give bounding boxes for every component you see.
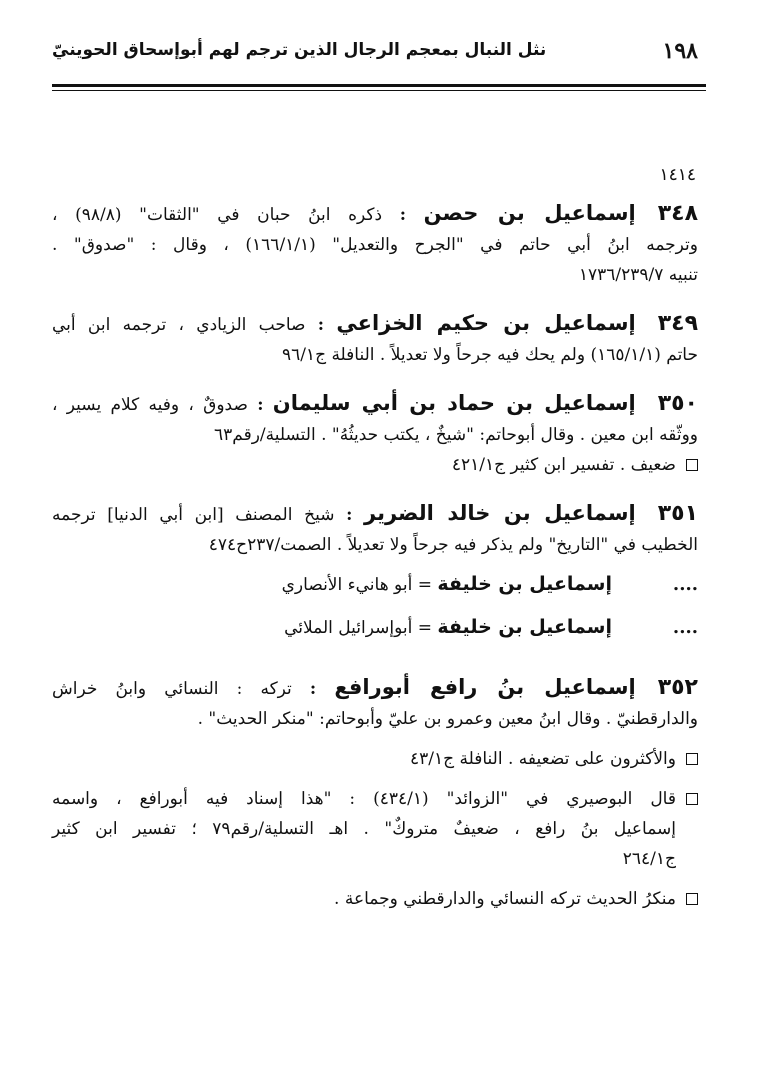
note-text-line: ج٢٦٤/١ [622, 849, 676, 869]
entry-number: ٣٥٢ [657, 675, 698, 700]
entry-348 [52, 198, 698, 290]
note-text: منكرُ الحديث تركه النسائي والدارقطني وجماعة . [334, 889, 676, 909]
entry-first-line: ٣٥٢إسماعيل بنُ رافع أبورافع : تركه : النسائي وابنُ خراش [52, 675, 698, 700]
page-header [52, 38, 698, 78]
checkbox-square-icon [686, 793, 698, 805]
cross-ref-name: إسماعيل بن خليفة [437, 573, 612, 595]
entry-text-line: تنبيه ١٧٣٦/٢٣٩/٧ [578, 265, 698, 285]
entry-note [52, 744, 698, 774]
entry-note [52, 450, 698, 480]
entry-number: ٣٤٩ [657, 311, 699, 336]
entry-number: ٣٥١ [657, 501, 699, 526]
header-rule-thick [52, 84, 706, 87]
narrator-name: إسماعيل بن حكيم الخزاعي [336, 311, 636, 335]
page-body [52, 160, 698, 932]
cross-ref-dots: .... [672, 574, 698, 595]
note-text-line: إسماعيل بنُ رافع ، ضعيفٌ متروكٌ" . اهـ التسلية/رقم٧٩ ؛ تفسير ابن كثير [52, 819, 676, 839]
note-text-line: قال البوصيري في "الزوائد" (٤٣٤/١) : "هذا إسناد فيه أبورافع ، واسمه [52, 789, 676, 809]
entry-note [52, 884, 698, 914]
narrator-name: إسماعيل بن خالد الضرير [364, 501, 636, 525]
cross-ref-target: = أبوإسرائيل الملائي [284, 618, 432, 638]
checkbox-square-icon [686, 753, 698, 765]
entry-first-line: ٣٥١إسماعيل بن خالد الضرير : شيخ المصنف [ابن أبي الدنيا] ترجمه [52, 501, 699, 526]
cross-ref-target: = أبو هانيء الأنصاري [281, 575, 432, 595]
cross-reference [52, 566, 698, 603]
entry-352 [52, 672, 698, 914]
cross-ref-name: إسماعيل بن خليفة [437, 616, 612, 638]
running-title: نثل النبال بمعجم الرجال الذين ترجم لهم أبوإسحاق الحوينيّ [52, 40, 547, 60]
entry-first-line: ٣٤٨إسماعيل بن حصن : ذكره ابنُ حبان في "الثقات" (٩٨/٨) ، [52, 201, 699, 226]
narrator-name: إسماعيل بن حماد بن أبي سليمان [272, 391, 636, 415]
entry-349 [52, 308, 698, 370]
note-text: ضعيف . تفسير ابن كثير ج٤٢١/١ [451, 455, 676, 475]
entry-text-line: والدارقطنيّ . وقال ابنُ معين وعمرو بن عليّ وأبوحاتم: "منكر الحديث" . [197, 709, 698, 729]
narrator-name: إسماعيل بنُ رافع أبورافع [334, 675, 636, 699]
cross-reference [52, 609, 698, 646]
page-number: ١٩٨ [662, 38, 698, 64]
entry-text-line: وترجمه ابنُ أبي حاتم في "الجرح والتعديل" (١٦٦/١/١) ، وقال : "صدوق" . [52, 235, 698, 255]
entry-text-line: الخطيب في "التاريخ" ولم يذكر فيه جرحاً ولا تعديلاً . الصمت/٢٣٧ح٤٧٤ [208, 535, 698, 555]
entry-text: تركه : النسائي وابنُ خراش [52, 679, 292, 699]
entry-text: صاحب الزيادي ، ترجمه ابن أبي [52, 315, 306, 335]
entry-text-line: ووثّقه ابن معين . وقال أبوحاتم: "شيخٌ ، يكتب حديثُهُ" . التسلية/رقم٦٣ [214, 425, 698, 445]
entry-text-line: حاتم (١٦٥/١/١) ولم يحك فيه جرحاً ولا تعديلاً . النافلة ج٩٦/١ [281, 345, 698, 365]
cross-ref-dots: .... [672, 617, 698, 638]
note-text: والأكثرون على تضعيفه . النافلة ج٤٣/١ [410, 749, 676, 769]
entry-text: صدوقٌ ، وفيه كلام يسير ، [52, 395, 248, 415]
entry-note [52, 784, 698, 874]
top-reference: ١٤١٤ [659, 165, 696, 185]
narrator-name: إسماعيل بن حصن [423, 201, 636, 225]
entry-350 [52, 388, 698, 480]
entry-351 [52, 498, 698, 560]
entry-text: شيخ المصنف [ابن أبي الدنيا] ترجمه [52, 505, 335, 525]
entry-first-line: ٣٤٩إسماعيل بن حكيم الخزاعي : صاحب الزيادي ، ترجمه ابن أبي [52, 311, 699, 336]
entry-number: ٣٤٨ [657, 201, 699, 226]
checkbox-square-icon [686, 459, 698, 471]
entry-text: ذكره ابنُ حبان في "الثقات" (٩٨/٨) ، [52, 205, 383, 225]
entry-first-line: ٣٥٠إسماعيل بن حماد بن أبي سليمان : صدوقٌ ، وفيه كلام يسير ، [52, 391, 698, 416]
entry-number: ٣٥٠ [657, 391, 698, 416]
header-rule-thin [52, 90, 706, 91]
checkbox-square-icon [686, 893, 698, 905]
